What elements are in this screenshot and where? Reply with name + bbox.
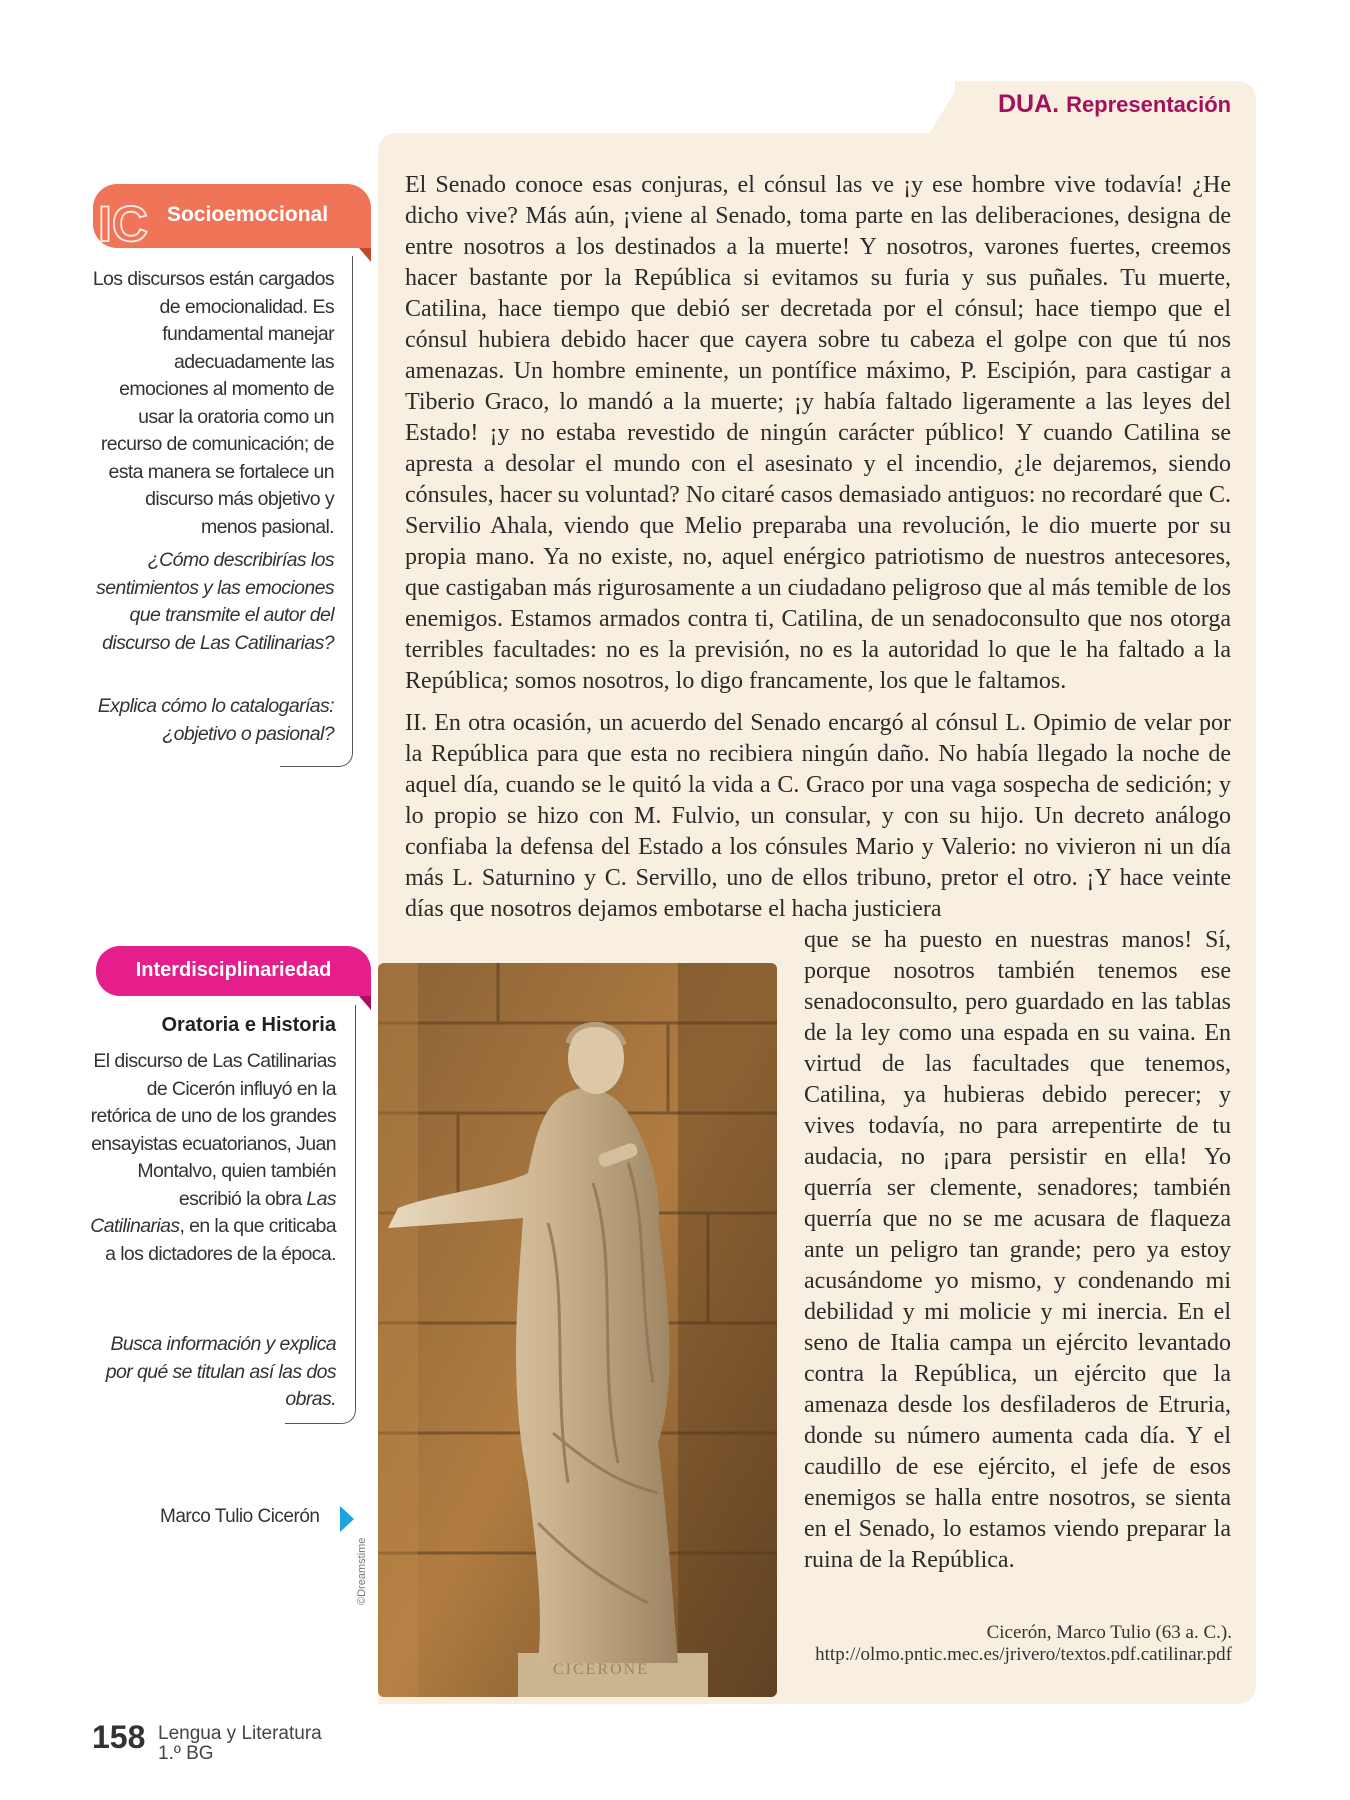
footer-subject-name: Lengua y Literatura: [158, 1723, 322, 1744]
page-number: 158: [92, 1719, 146, 1755]
dua-bold: DUA.: [998, 90, 1060, 118]
socioemocional-corner: [359, 248, 371, 262]
interdisciplinariedad-corner: [359, 996, 371, 1010]
dua-representacion: Representación: [1066, 92, 1232, 117]
inter-body-after: , en la que criticaba a los dictadores de la época.: [105, 1215, 336, 1265]
photo-credit: ©Dreamstime: [356, 1537, 368, 1605]
interdisciplinariedad-subtitle: Oratoria e Historia: [161, 1014, 336, 1036]
socioemocional-title: Socioemocional: [167, 203, 329, 226]
interdisciplinariedad-title: Interdisciplinariedad: [135, 959, 332, 981]
interdisciplinariedad-body: [90, 1048, 336, 1268]
ic-logo-text: IC: [98, 198, 148, 246]
socioemocional-question-2: Explica cómo lo catalogarías: ¿objetivo o pasional?: [97, 695, 334, 745]
dua-label: [998, 90, 1231, 119]
main-paragraph-3: que se ha puesto en nuestras manos! Sí, porque nosotros también tenemos ese senadoconsulto, pero guardado en las tablas de la ley como una espada en su vaina. En virtud de las facultades que tenemos, Catilina, ya hubieras debido perecer; y vives todavía, no para arrepentirte de tu audacia, no ¡para persistir en ella! Yo querría ser clemente, senadores; también querría que no se me acusara de flaqueza ante un peligro tan grande; pero ya estoy acusándome yo mismo, y condenando mi debilidad y mi molicie y mi inercia. En el seno de Italia campa un ejército levantado contra la República, un ejército que la amenaza desde los desfiladeros de Etruria, donde su número aumenta cada día. Y el caudillo de ese ejército, el jefe de esos enemigos se halla entre nosotros, se sienta en el Senado, lo estamos viendo preparar la ruina de la República.: [804, 927, 1231, 1573]
cicero-statue-photo: [378, 963, 777, 1697]
citation: [815, 1622, 1232, 1666]
footer-subject: [158, 1724, 322, 1764]
footer-grade: 1.º BG: [158, 1743, 214, 1764]
socioemocional-question-1: ¿Cómo describirías los sentimientos y las emociones que transmite el autor del discurso de Las Catilinarias?: [96, 549, 334, 654]
socioemocional-body: Los discursos están cargados de emocionalidad. Es fundamental manejar adecuadamente las emociones al momento de usar la oratoria como un recurso de comunicación; de esta manera se fortalece un discurso más objetivo y menos pasional.: [92, 268, 334, 538]
statue-inscription: CICERONE: [553, 1661, 649, 1678]
caption-arrow-icon: [340, 1506, 354, 1532]
photo-caption: Marco Tulio Cicerón: [160, 1506, 320, 1527]
main-paragraph-1: El Senado conoce esas conjuras, el cónsul las ve ¡y ese hombre vive todavía! ¿He dicho vive? Más aún, ¡viene al Senado, toma parte en las deliberaciones, designa de entre nosotros a los destinados a la muerte! Y nosotros, varones fuertes, creemos hacer bastante por la República si evitamos su furia y sus puñales. Tu muerte, Catilina, hace tiempo que debió ser decretada por el cónsul; hace tiempo que el cónsul hubiera debido hacer que cayera sobre tu cabeza el golpe con que tú nos amenazas. Un hombre eminente, un pontífice máximo, P. Escipión, para castigar a Tiberio Graco, lo mandó a la muerte; ¡y había faltado ligeramente a las leyes del Estado! ¡y no estaba revestido de ningún carácter público! Y cuando Catilina se apresta a desolar el mundo con el asesinato y el incendio, ¿le dejaremos, siendo cónsules, hacer su voluntad? No citaré casos demasiado antiguos: no recordaré que C. Servilio Ahala, viendo que Melio preparaba una revolución, le dio muerte por su propia mano. Ya no existe, no, aquel enérgico patriotismo de nuestros antecesores, que castigaban más rigurosamente a un ciudadano peligroso que al más temible de los enemigos. Estamos armados contra ti, Catilina, de un senadoconsulto que nos otorga terribles facultades: no es la previsión, no es la autoridad lo que le ha faltado a la República; somos nosotros, lo digo francamente, los que le faltamos.: [405, 172, 1231, 694]
interdisciplinariedad-question: Busca información y explica por qué se titulan así las dos obras.: [105, 1333, 336, 1410]
main-paragraph-2: II. En otra ocasión, un acuerdo del Senado encargó al cónsul L. Opimio de velar por la República para que esta no recibiera ningún daño. No había llegado la noche de aquel día, cuando se le quitó la vida a C. Graco por una vaga sospecha de sedición; y lo propio se hizo con M. Fulvio, un consular, y con su hijo. Un decreto análogo confiaba la defensa del Estado a los cónsules Mario y Valerio: no vivieron ni un día más L. Saturnino y C. Servillo, uno de ellos tribuno, pretor el otro. ¡Y hace veinte días que nosotros dejamos embotarse el hacha justiciera: [405, 710, 1231, 922]
ic-logo-icon: [98, 198, 158, 246]
inter-body-before: El discurso de Las Catilinarias de Cicerón influyó en la retórica de uno de los grandes ensayistas ecuatorianos, Juan Montalvo, quien también escribió la obra: [90, 1050, 336, 1210]
inter-body-italic: Las Catilinarias: [90, 1187, 336, 1237]
citation-author: Cicerón, Marco Tulio (63 a. C.).: [986, 1622, 1232, 1643]
citation-url: http://olmo.pntic.mec.es/jrivero/textos.pdf.catilinar.pdf: [815, 1644, 1232, 1665]
